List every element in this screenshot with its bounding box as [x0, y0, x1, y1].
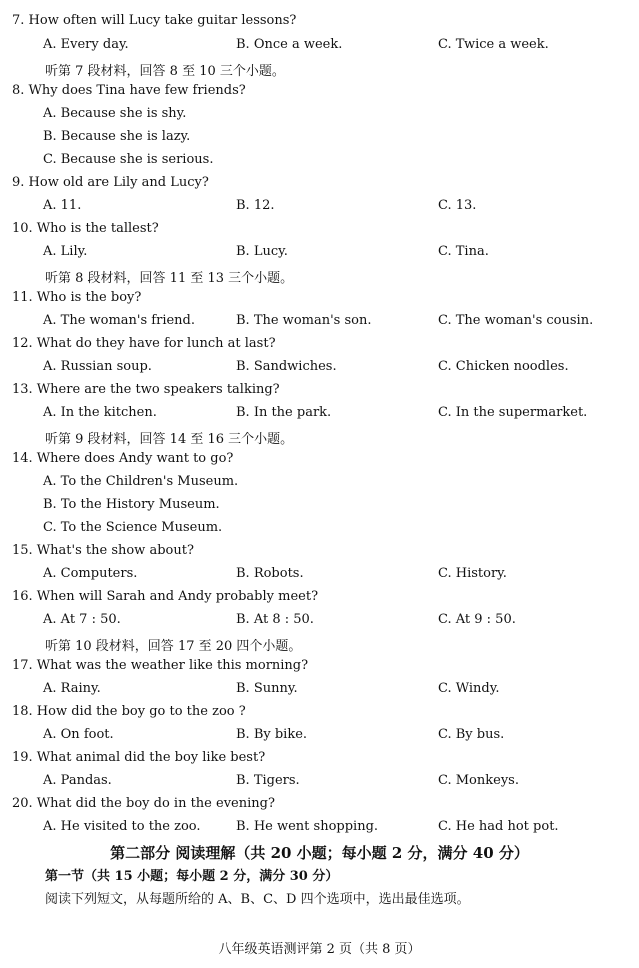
instruction-material-8: 听第 8 段材料，回答 11 至 13 三个小题。	[45, 271, 294, 286]
option-b: B. Lucy.	[236, 244, 288, 259]
option-b: B. Because she is lazy.	[43, 129, 191, 144]
option-b: B. Sunny.	[236, 681, 298, 696]
options-16	[0, 612, 639, 630]
options-15	[0, 566, 639, 584]
option-a: A. He visited to the zoo.	[43, 819, 201, 834]
option-b: B. At 8 : 50.	[236, 612, 314, 627]
question-13: 13. Where are the two speakers talking?	[12, 382, 280, 397]
question-12: 12. What do they have for lunch at last?	[12, 336, 276, 351]
options-13	[0, 405, 639, 423]
options-18	[0, 727, 639, 745]
question-18: 18. How did the boy go to the zoo ?	[12, 704, 246, 719]
question-8: 8. Why does Tina have few friends?	[12, 83, 246, 98]
instruction-material-9: 听第 9 段材料，回答 14 至 16 三个小题。	[45, 432, 294, 447]
option-b: B. Robots.	[236, 566, 304, 581]
option-c: C. He had hot pot.	[438, 819, 559, 834]
option-c: C. 13.	[438, 198, 477, 213]
question-20: 20. What did the boy do in the evening?	[12, 796, 275, 811]
options-17	[0, 681, 639, 699]
option-a: A. Because she is shy.	[43, 106, 187, 121]
option-b: B. By bike.	[236, 727, 308, 742]
instruction-material-7: 听第 7 段材料，回答 8 至 10 三个小题。	[45, 64, 285, 79]
options-10	[0, 244, 639, 262]
options-7	[0, 37, 639, 55]
option-a: A. Computers.	[43, 566, 138, 581]
part-two-heading: 第二部分 阅读理解（共 20 小题；每小题 2 分，满分 40 分）	[110, 844, 529, 862]
option-c: C. In the supermarket.	[438, 405, 588, 420]
question-16: 16. When will Sarah and Andy probably meet?	[12, 589, 319, 604]
option-c: C. History.	[438, 566, 507, 581]
question-10: 10. Who is the tallest?	[12, 221, 159, 236]
question-7: 7. How often will Lucy take guitar lessons?	[12, 13, 297, 28]
option-c: C. Twice a week.	[438, 37, 549, 52]
option-c: C. To the Science Museum.	[43, 520, 223, 535]
option-c: C. Because she is serious.	[43, 152, 214, 167]
option-a: A. Every day.	[43, 37, 129, 52]
option-c: C. Chicken noodles.	[438, 359, 569, 374]
option-a: A. Lily.	[43, 244, 88, 259]
options-12	[0, 359, 639, 377]
question-19: 19. What animal did the boy like best?	[12, 750, 266, 765]
question-11: 11. Who is the boy?	[12, 290, 142, 305]
page-footer: 八年级英语测评第 2 页（共 8 页）	[218, 942, 421, 957]
options-20	[0, 819, 639, 837]
options-11	[0, 313, 639, 331]
option-a: A. Russian soup.	[43, 359, 152, 374]
option-a: A. At 7 : 50.	[43, 612, 121, 627]
option-b: B. He went shopping.	[236, 819, 379, 834]
option-a: A. To the Children's Museum.	[43, 474, 239, 489]
question-15: 15. What's the show about?	[12, 543, 194, 558]
reading-directions: 阅读下列短文，从每题所给的 A、B、C、D 四个选项中，选出最佳选项。	[45, 892, 470, 907]
option-a: A. On foot.	[43, 727, 114, 742]
option-c: C. Monkeys.	[438, 773, 519, 788]
option-a: A. Pandas.	[43, 773, 112, 788]
question-9: 9. How old are Lily and Lucy?	[12, 175, 209, 190]
option-a: A. In the kitchen.	[43, 405, 157, 420]
option-c: C. Tina.	[438, 244, 489, 259]
option-c: C. Windy.	[438, 681, 500, 696]
question-17: 17. What was the weather like this morning?	[12, 658, 309, 673]
option-a: A. 11.	[43, 198, 82, 213]
option-b: B. 12.	[236, 198, 275, 213]
option-b: B. In the park.	[236, 405, 332, 420]
option-b: B. Sandwiches.	[236, 359, 337, 374]
option-b: B. To the History Museum.	[43, 497, 220, 512]
option-c: C. At 9 : 50.	[438, 612, 516, 627]
question-14: 14. Where does Andy want to go?	[12, 451, 234, 466]
section-one-heading: 第一节（共 15 小题；每小题 2 分，满分 30 分）	[45, 869, 339, 884]
option-b: B. Tigers.	[236, 773, 300, 788]
option-b: B. The woman's son.	[236, 313, 372, 328]
options-9	[0, 198, 639, 216]
option-c: C. The woman's cousin.	[438, 313, 594, 328]
option-a: A. Rainy.	[43, 681, 101, 696]
option-a: A. The woman's friend.	[43, 313, 196, 328]
option-c: C. By bus.	[438, 727, 505, 742]
options-19	[0, 773, 639, 791]
instruction-material-10: 听第 10 段材料，回答 17 至 20 四个小题。	[45, 639, 302, 654]
option-b: B. Once a week.	[236, 37, 343, 52]
